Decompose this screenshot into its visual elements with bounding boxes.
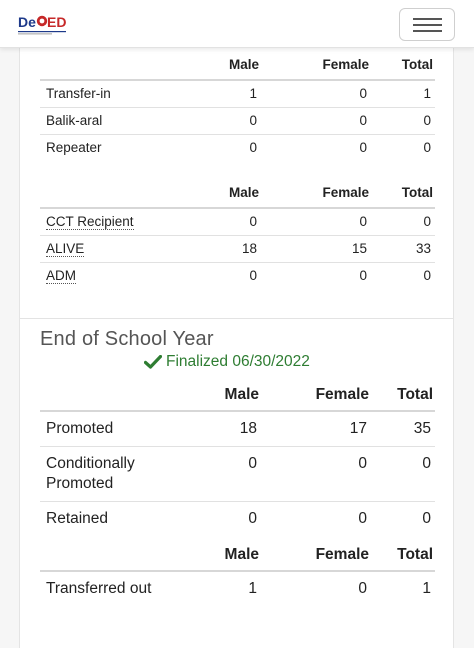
col-header-total: Total [371,379,435,411]
table-row [40,262,435,289]
total-value: 1 [422,580,431,597]
total-value: 35 [371,411,435,447]
table-row [40,571,435,606]
transfer-out-table [40,539,435,606]
total-value: 1 [371,80,435,107]
female-value: 17 [261,411,371,447]
col-header-female: Female [261,50,371,80]
male-value: 0 [175,107,261,134]
col-header-male: Male [175,379,261,411]
male-value: 1 [248,580,257,597]
row-label: Balik-aral [40,107,175,134]
table-row [40,235,435,262]
table-row [40,134,435,161]
table-row [40,447,435,502]
table-row [40,80,435,107]
total-value: 0 [371,447,435,502]
male-value: 0 [249,268,257,284]
row-label: Promoted [40,411,175,447]
col-header-blank [40,178,175,208]
alive-label[interactable]: ALIVE [46,241,85,256]
female-value: 0 [359,140,367,156]
male-value: 0 [175,208,261,235]
male-value: 1 [175,80,261,107]
adm-label[interactable]: ADM [46,268,76,284]
cct-recipient-label[interactable]: CCT Recipient [46,214,134,230]
row-label: Retained [46,510,109,527]
female-value: 0 [261,447,371,502]
row-label: Transferred out [46,580,152,597]
top-navbar [0,0,474,48]
total-value: 0 [371,208,435,235]
col-header-female: Female [261,539,371,571]
col-header-female: Female [261,379,371,411]
female-value: 15 [261,235,371,262]
col-header-blank [40,379,175,411]
male-value: 0 [249,140,257,156]
col-header-female: Female [261,178,371,208]
col-header-total: Total [371,50,435,80]
col-header-total: Total [371,539,435,571]
total-value: 0 [423,140,431,156]
total-value: 0 [422,510,431,527]
row-label: Conditionally Promoted [40,447,175,502]
female-value: 0 [358,510,367,527]
section-title: End of School Year [40,328,214,350]
row-label: Repeater [46,140,102,156]
col-header-male: Male [175,178,261,208]
deped-logo[interactable] [18,12,70,36]
col-header-blank [40,539,175,571]
col-header-male: Male [175,50,261,80]
enrollment-table [40,50,435,161]
female-value: 0 [359,268,367,284]
table-row [40,107,435,134]
female-value: 0 [261,107,371,134]
menu-toggle-button[interactable] [399,8,455,41]
finalized-status [144,353,310,371]
hamburger-icon [413,18,442,20]
finalized-status-text: Finalized 06/30/2022 [166,353,310,370]
female-value: 0 [358,580,367,597]
male-value: 18 [175,235,261,262]
svg-text:ED: ED [47,14,67,30]
male-value: 0 [175,447,261,502]
total-value: 0 [423,268,431,284]
male-value: 18 [175,411,261,447]
section-divider [20,318,453,319]
col-header-total: Total [371,178,435,208]
col-header-blank [40,50,175,80]
row-label: Transfer-in [40,80,175,107]
table-row [40,208,435,235]
total-value: 0 [371,107,435,134]
program-table [40,178,435,289]
col-header-male: Male [175,539,261,571]
total-value: 33 [371,235,435,262]
svg-text:De: De [18,14,36,30]
female-value: 0 [261,80,371,107]
male-value: 0 [248,510,257,527]
female-value: 0 [261,208,371,235]
check-icon [144,355,162,369]
learner-profile-card [19,48,454,648]
table-row [40,502,435,537]
outcomes-table [40,379,435,536]
table-row [40,411,435,447]
